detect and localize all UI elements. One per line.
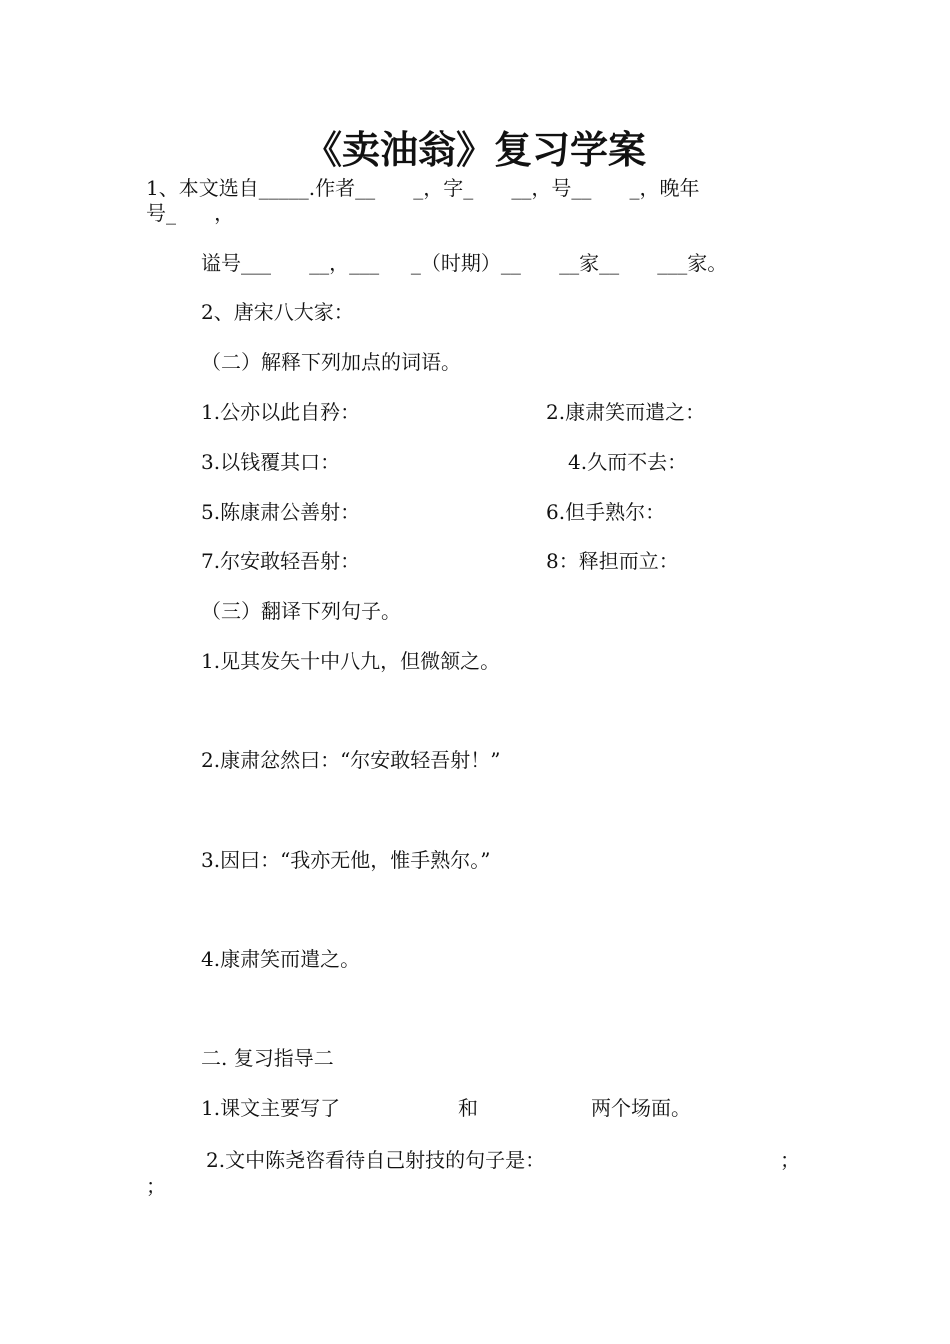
guide-question-1-end: 两个场面。 <box>591 1096 691 1120</box>
guide-question-1-start: 1.课文主要写了 <box>201 1096 341 1120</box>
explain-item: 1.公亦以此自矜： <box>201 400 361 424</box>
page-title: 《卖油翁》复习学案 <box>303 127 646 172</box>
guide-question-2: 2.文中陈尧咨看待自己射技的句子是： <box>206 1148 546 1172</box>
explain-item: 4.久而不去： <box>568 450 688 474</box>
explain-item: 2.康肃笑而遣之： <box>546 400 706 424</box>
question-1-line-3: 谥号___ __，___ _（时期）__ __家__ ___家。 <box>201 251 728 275</box>
guide-heading: 二. 复习指导二 <box>201 1046 334 1070</box>
question-1-line-1: 1、本文选自_____.作者__ _，字_ __，号__ _，晚年 <box>146 176 700 200</box>
semicolon-mark: ； <box>146 1174 166 1198</box>
question-2: 2、唐宋八大家： <box>201 300 354 324</box>
translate-item: 4.康肃笑而遣之。 <box>201 947 361 971</box>
section-heading-explain: （二）解释下列加点的词语。 <box>201 350 461 374</box>
explain-item: 8：释担而立： <box>546 549 679 573</box>
explain-item: 3.以钱覆其口： <box>201 450 341 474</box>
section-heading-translate: （三）翻译下列句子。 <box>201 599 401 623</box>
explain-item: 7.尔安敢轻吾射： <box>201 549 361 573</box>
guide-question-1-and: 和 <box>458 1096 478 1120</box>
translate-item: 1.见其发矢十中八九，但微颔之。 <box>201 649 501 673</box>
translate-item: 2.康肃忿然曰：“尔安敢轻吾射！” <box>201 748 501 772</box>
translate-item: 3.因曰：“我亦无他，惟手熟尔。” <box>201 848 491 872</box>
semicolon-mark: ； <box>780 1148 800 1172</box>
question-1-line-2: 号_ ， <box>146 201 235 225</box>
explain-item: 5.陈康肃公善射： <box>201 500 361 524</box>
explain-item: 6.但手熟尔： <box>546 500 666 524</box>
